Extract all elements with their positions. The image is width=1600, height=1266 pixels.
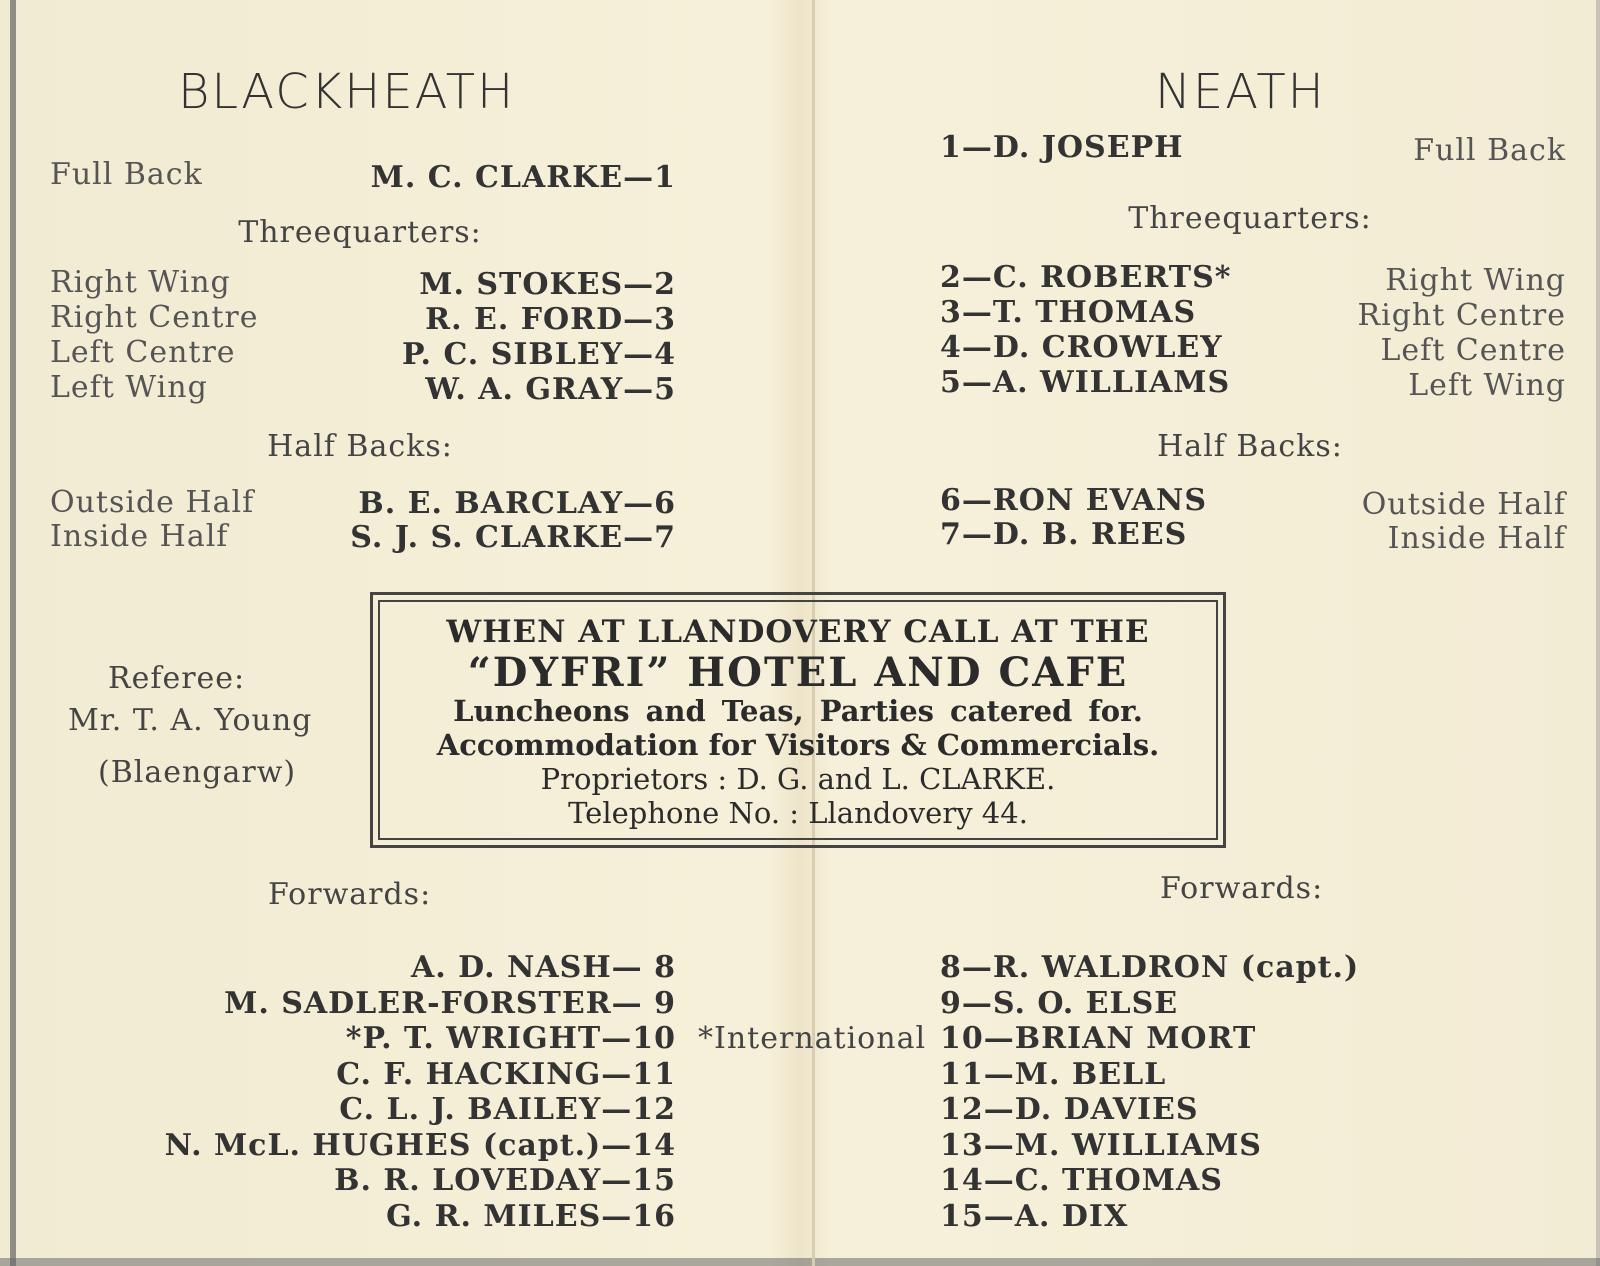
blackheath-threequarter-position: Left Centre bbox=[50, 335, 236, 370]
neath-threequarter-name: 2—C. ROBERTS* bbox=[940, 260, 1232, 295]
page-edge-left bbox=[10, 0, 16, 1266]
blackheath-half-back-name: B. E. BARCLAY—6 bbox=[358, 486, 676, 521]
page-edge-bottom bbox=[0, 1258, 1600, 1266]
list-item: G. R. MILES—16 bbox=[386, 1198, 676, 1234]
international-note: *International bbox=[698, 1021, 927, 1056]
list-item: 11—M. BELL bbox=[940, 1056, 1167, 1092]
neath-half-back-name: 7—D. B. REES bbox=[940, 517, 1188, 552]
referee-club: (Blaengarw) bbox=[98, 755, 297, 790]
blackheath-half-back-position: Outside Half bbox=[50, 485, 255, 520]
neath-half-back-name: 6—RON EVANS bbox=[940, 483, 1207, 518]
neath-half-back-position: Inside Half bbox=[1387, 521, 1566, 556]
list-item: A. D. NASH— 8 bbox=[410, 950, 676, 985]
blackheath-threequarter-position: Right Wing bbox=[50, 265, 231, 300]
list-item: 12—D. DAVIES bbox=[940, 1092, 1199, 1127]
advert-hotel-name: “DYFRI” HOTEL AND CAFE bbox=[467, 649, 1129, 696]
blackheath-threequarter-position: Left Wing bbox=[50, 370, 208, 405]
list-item: 15—A. DIX bbox=[940, 1198, 1129, 1234]
advert-line: WHEN AT LLANDOVERY CALL AT THE bbox=[446, 614, 1150, 650]
neath-half-backs-heading: Half Backs: bbox=[1157, 429, 1343, 464]
list-item: N. McL. HUGHES (capt.)—14 bbox=[164, 1127, 676, 1163]
referee-label: Referee: bbox=[108, 661, 246, 696]
neath-threequarters-heading: Threequarters: bbox=[1128, 201, 1372, 236]
referee-name: Mr. T. A. Young bbox=[68, 703, 313, 738]
blackheath-threequarter-name: M. STOKES—2 bbox=[419, 267, 676, 302]
blackheath-half-back-name: S. J. S. CLARKE—7 bbox=[350, 520, 676, 555]
neath-threequarter-position: Left Wing bbox=[1408, 368, 1566, 403]
advert-line bbox=[373, 694, 1223, 728]
list-item: 8—R. WALDRON (capt.) bbox=[940, 950, 1360, 985]
list-item: C. L. J. BAILEY—12 bbox=[339, 1092, 676, 1127]
blackheath-threequarter-name: R. E. FORD—3 bbox=[425, 302, 676, 337]
list-item: 9—S. O. ELSE bbox=[940, 985, 1179, 1021]
blackheath-forwards-list bbox=[56, 950, 676, 1234]
neath-forwards-heading: Forwards: bbox=[1160, 871, 1324, 906]
blackheath-title: BLACKHEATH bbox=[178, 64, 516, 120]
advert-word: and bbox=[645, 694, 706, 728]
neath-threequarter-name: 5—A. WILLIAMS bbox=[940, 365, 1231, 400]
neath-title: NEATH bbox=[1155, 64, 1326, 120]
list-item: 10—BRIAN MORT bbox=[940, 1021, 1257, 1056]
advert-word: Parties bbox=[819, 694, 935, 728]
hotel-advert-box bbox=[370, 592, 1226, 848]
blackheath-threequarter-name: P. C. SIBLEY—4 bbox=[401, 337, 676, 372]
neath-full-back-name: 1—D. JOSEPH bbox=[940, 130, 1184, 165]
list-item: *P. T. WRIGHT—10 bbox=[345, 1021, 676, 1056]
neath-threequarter-name: 3—T. THOMAS bbox=[940, 295, 1197, 330]
list-item: 13—M. WILLIAMS bbox=[940, 1127, 1262, 1163]
list-item: B. R. LOVEDAY—15 bbox=[334, 1163, 676, 1198]
blackheath-half-backs-heading: Half Backs: bbox=[267, 429, 453, 464]
list-item: M. SADLER-FORSTER— 9 bbox=[224, 985, 676, 1021]
advert-word: Teas, bbox=[721, 694, 804, 728]
blackheath-threequarter-name: W. A. GRAY—5 bbox=[425, 372, 676, 407]
page-edge-right bbox=[1596, 0, 1600, 1266]
blackheath-threequarter-position: Right Centre bbox=[50, 300, 259, 335]
blackheath-threequarters-heading: Threequarters: bbox=[238, 215, 482, 250]
blackheath-full-back-position: Full Back bbox=[50, 157, 203, 192]
list-item: 14—C. THOMAS bbox=[940, 1163, 1223, 1198]
neath-threequarter-position: Left Centre bbox=[1380, 333, 1566, 368]
blackheath-full-back-name: M. C. CLARKE—1 bbox=[370, 160, 676, 195]
advert-word: for. bbox=[1088, 694, 1143, 728]
neath-threequarter-name: 4—D. CROWLEY bbox=[940, 330, 1223, 365]
advert-telephone: Telephone No. : Llandovery 44. bbox=[568, 796, 1028, 830]
blackheath-half-back-position: Inside Half bbox=[50, 519, 229, 554]
list-item: C. F. HACKING—11 bbox=[336, 1056, 676, 1092]
neath-full-back-position: Full Back bbox=[1413, 133, 1566, 168]
blackheath-forwards-heading: Forwards: bbox=[268, 877, 432, 912]
advert-proprietors: Proprietors : D. G. and L. CLARKE. bbox=[540, 762, 1056, 796]
neath-threequarter-position: Right Wing bbox=[1385, 263, 1566, 298]
advert-word: Luncheons bbox=[453, 694, 630, 728]
neath-forwards-list bbox=[940, 950, 1540, 1234]
neath-threequarter-position: Right Centre bbox=[1357, 298, 1566, 333]
advert-line: Accommodation for Visitors & Commercials. bbox=[436, 728, 1160, 762]
advert-word: catered bbox=[950, 694, 1073, 728]
neath-half-back-position: Outside Half bbox=[1361, 487, 1566, 522]
